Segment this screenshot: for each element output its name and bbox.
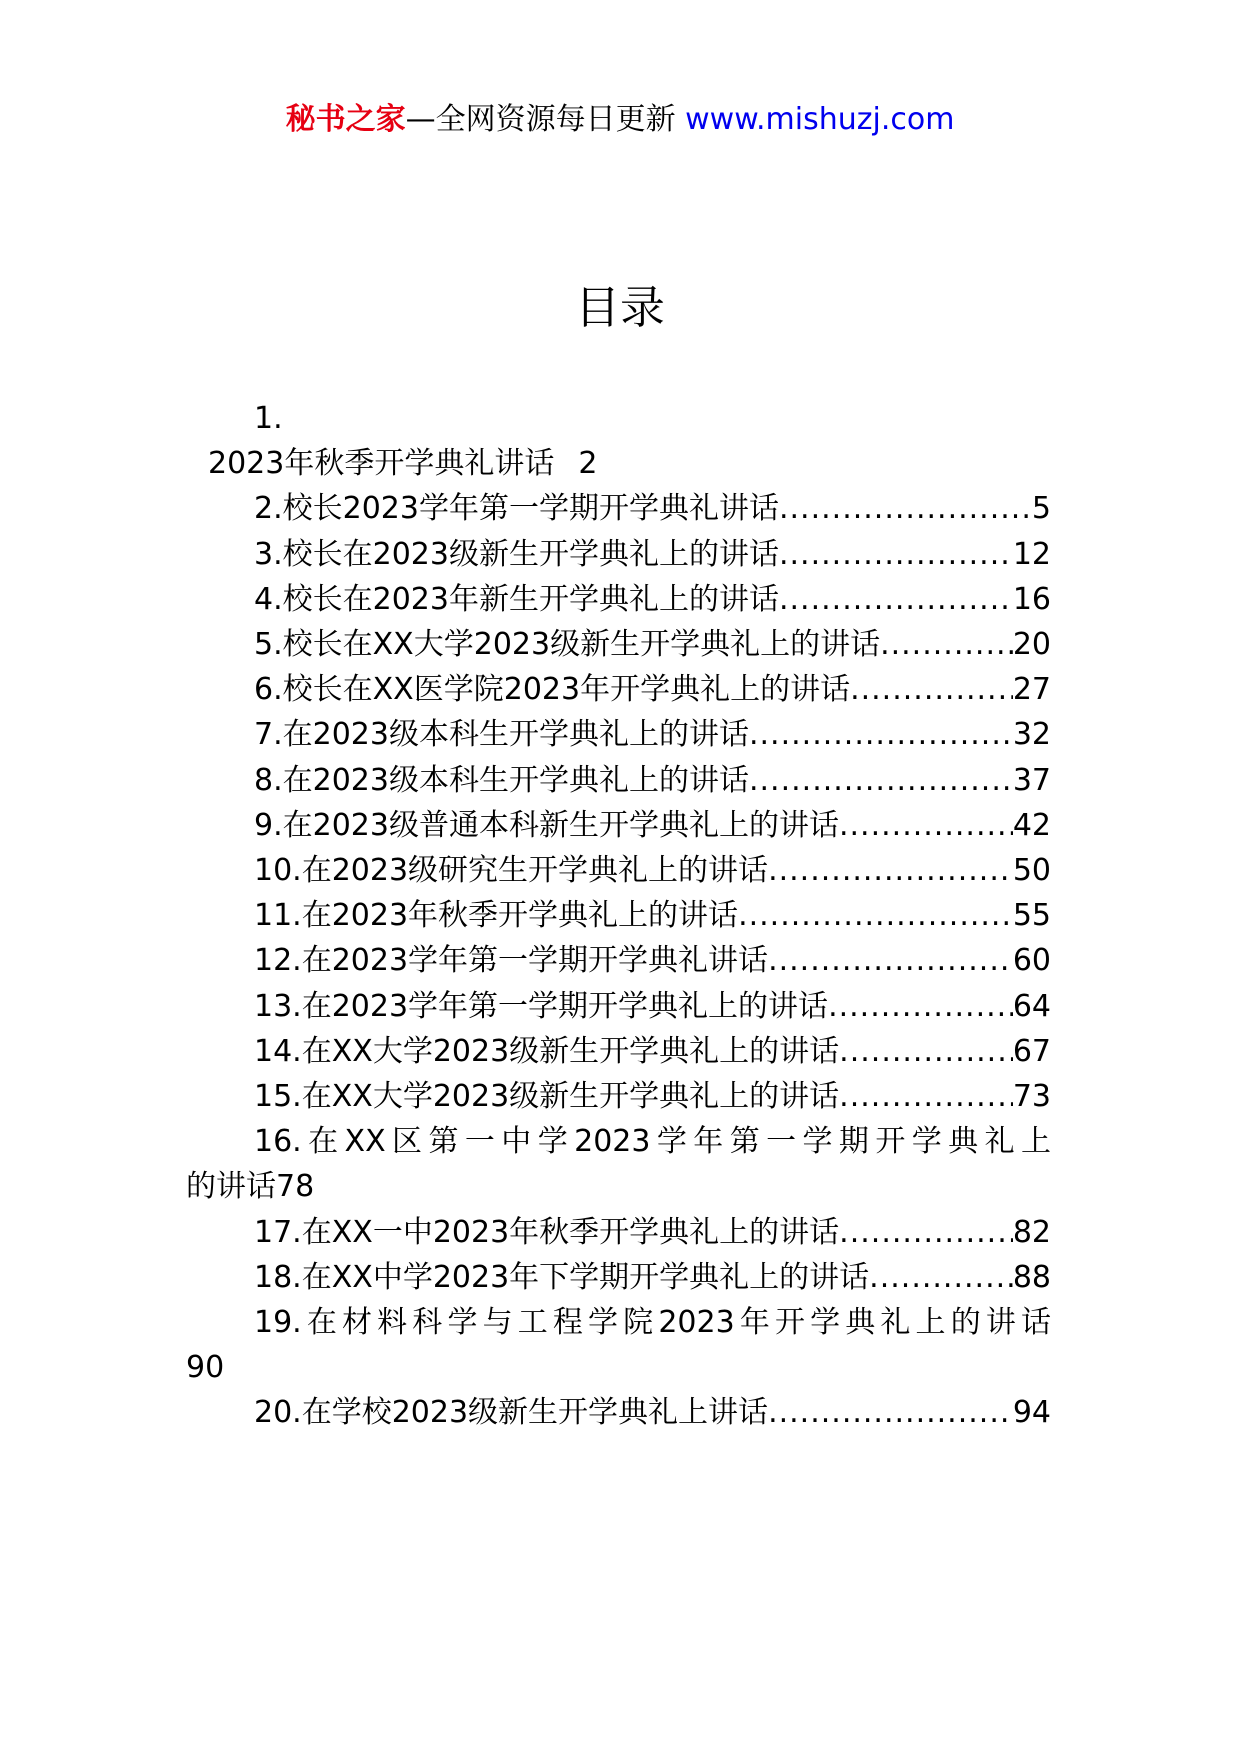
toc-entry-page: 73 bbox=[1012, 1079, 1051, 1115]
toc-leader bbox=[779, 486, 1032, 531]
toc-leader bbox=[768, 848, 1013, 893]
toc-entry-text: 9.在2023级普通本科新生开学典礼上的讲话 bbox=[254, 807, 839, 843]
toc-entry-20[interactable] bbox=[186, 1390, 1051, 1435]
toc-entry-8[interactable] bbox=[186, 758, 1051, 803]
toc-leader bbox=[749, 712, 1013, 757]
toc-entry-page: 32 bbox=[1012, 717, 1051, 753]
toc-entry-4[interactable] bbox=[186, 577, 1051, 622]
toc-entry-text: 2023年秋季开学典礼讲话 bbox=[208, 446, 555, 482]
toc-leader bbox=[779, 532, 1013, 577]
toc-entry-1[interactable] bbox=[186, 441, 1051, 486]
toc-entry-page: 2 bbox=[578, 446, 598, 482]
toc-entry-page: 64 bbox=[1012, 988, 1051, 1024]
toc-entry-page: 82 bbox=[1012, 1214, 1051, 1250]
toc-entry-page: 78 bbox=[276, 1169, 315, 1205]
toc-entry-text-line2: 的讲话 bbox=[186, 1169, 276, 1205]
toc-leader bbox=[869, 1255, 1013, 1300]
toc-entry-text: 13.在2023学年第一学期开学典礼上的讲话 bbox=[254, 988, 829, 1024]
toc-entry-page: 5 bbox=[1031, 491, 1051, 527]
toc-leader bbox=[839, 1074, 1013, 1119]
toc-entry-14[interactable] bbox=[186, 1029, 1051, 1074]
toc-entry-text: 6.校长在XX医学院2023年开学典礼上的讲话 bbox=[254, 672, 851, 708]
toc-entry-7[interactable] bbox=[186, 712, 1051, 757]
toc-entry-2[interactable] bbox=[186, 486, 1051, 531]
table-of-contents bbox=[186, 396, 1051, 1436]
toc-entry-3[interactable] bbox=[186, 532, 1051, 577]
toc-entry-page: 27 bbox=[1012, 672, 1051, 708]
toc-entry-text: 10.在2023级研究生开学典礼上的讲话 bbox=[254, 853, 769, 889]
toc-entry-number: 1. bbox=[254, 401, 283, 436]
page-header bbox=[0, 100, 1240, 140]
toc-entry-1-number-line[interactable] bbox=[186, 396, 1051, 441]
toc-entry-text: 12.在2023学年第一学期开学典礼讲话 bbox=[254, 943, 769, 979]
toc-leader bbox=[880, 622, 1013, 667]
toc-leader bbox=[768, 938, 1013, 983]
toc-entry-16[interactable] bbox=[186, 1119, 1051, 1209]
toc-entry-text: 17.在XX一中2023年秋季开学典礼上的讲话 bbox=[254, 1214, 840, 1250]
toc-leader bbox=[749, 758, 1013, 803]
toc-leader bbox=[850, 667, 1013, 712]
toc-leader bbox=[828, 984, 1013, 1029]
toc-entry-text: 4.校长在2023年新生开学典礼上的讲话 bbox=[254, 581, 779, 617]
toc-entry-text: 15.在XX大学2023级新生开学典礼上的讲话 bbox=[254, 1079, 840, 1115]
toc-entry-19[interactable] bbox=[186, 1300, 1051, 1390]
toc-entry-5[interactable] bbox=[186, 622, 1051, 667]
toc-entry-text: 2.校长2023学年第一学期开学典礼讲话 bbox=[254, 491, 779, 527]
toc-entry-page: 50 bbox=[1012, 853, 1051, 889]
toc-entry-page: 16 bbox=[1012, 581, 1051, 617]
toc-entry-9[interactable] bbox=[186, 803, 1051, 848]
toc-leader bbox=[839, 803, 1013, 848]
site-link[interactable]: www.mishuzj.com bbox=[685, 102, 955, 137]
toc-entry-text: 11.在2023年秋季开学典礼上的讲话 bbox=[254, 898, 739, 934]
toc-entry-18[interactable] bbox=[186, 1255, 1051, 1300]
toc-entry-text: 7.在2023级本科生开学典礼上的讲话 bbox=[254, 717, 749, 753]
toc-entry-13[interactable] bbox=[186, 984, 1051, 1029]
toc-entry-text-line1: 16.在XX区第一中学2023学年第一学期开学典礼上 bbox=[254, 1124, 1051, 1160]
header-tagline: —全网资源每日更新 bbox=[405, 102, 676, 137]
toc-entry-page: 88 bbox=[1012, 1259, 1051, 1295]
toc-entry-text: 3.校长在2023级新生开学典礼上的讲话 bbox=[254, 536, 779, 572]
toc-leader bbox=[779, 577, 1013, 622]
toc-entry-6[interactable] bbox=[186, 667, 1051, 712]
toc-entry-17[interactable] bbox=[186, 1210, 1051, 1255]
toc-leader bbox=[839, 1029, 1013, 1074]
toc-entry-continuation bbox=[186, 1345, 1051, 1390]
toc-entry-text-line1: 19.在材料科学与工程学院2023年开学典礼上的讲话 bbox=[254, 1305, 1051, 1341]
toc-entry-text: 8.在2023级本科生开学典礼上的讲话 bbox=[254, 762, 749, 798]
toc-entry-page: 42 bbox=[1012, 807, 1051, 843]
toc-entry-continuation bbox=[186, 1164, 1051, 1209]
brand-name: 秘书之家 bbox=[285, 102, 406, 137]
toc-entry-page: 90 bbox=[186, 1350, 225, 1386]
toc-entry-12[interactable] bbox=[186, 938, 1051, 983]
toc-entry-text: 5.校长在XX大学2023级新生开学典礼上的讲话 bbox=[254, 627, 881, 663]
toc-entry-15[interactable] bbox=[186, 1074, 1051, 1119]
toc-leader bbox=[768, 1390, 1013, 1435]
toc-entry-page: 55 bbox=[1012, 898, 1051, 934]
toc-entry-text: 20.在学校2023级新生开学典礼上讲话 bbox=[254, 1395, 769, 1431]
toc-entry-page: 67 bbox=[1012, 1033, 1051, 1069]
toc-entry-text: 14.在XX大学2023级新生开学典礼上的讲话 bbox=[254, 1033, 840, 1069]
toc-entry-11[interactable] bbox=[186, 893, 1051, 938]
toc-entry-10[interactable] bbox=[186, 848, 1051, 893]
toc-entry-page: 37 bbox=[1012, 762, 1051, 798]
toc-entry-page: 94 bbox=[1012, 1395, 1051, 1431]
toc-leader bbox=[839, 1210, 1013, 1255]
toc-leader bbox=[738, 893, 1013, 938]
toc-title: 目录 bbox=[574, 281, 665, 334]
toc-entry-page: 12 bbox=[1012, 536, 1051, 572]
toc-entry-text: 18.在XX中学2023年下学期开学典礼上的讲话 bbox=[254, 1259, 870, 1295]
toc-entry-page: 60 bbox=[1012, 943, 1051, 979]
toc-entry-page: 20 bbox=[1012, 627, 1051, 663]
